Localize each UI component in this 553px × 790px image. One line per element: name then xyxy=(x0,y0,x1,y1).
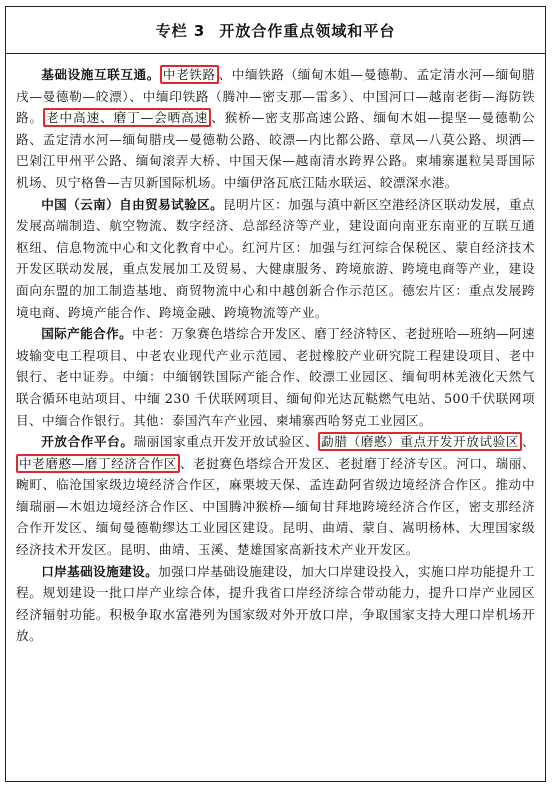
box-header xyxy=(6,7,545,54)
info-box xyxy=(5,6,546,782)
paragraph-lead: 开放合作平台。 xyxy=(41,434,134,450)
paragraph-text: 中老：万象赛色塔综合开发区、磨丁经济特区、老挝班哈—班纳—阿速坡输变电工程项目、中老农业现代产业示范园、老挝橡胶产业研究院工程建设项目、老中银行、老中证券。中缅：中缅钢铁国际产能合作、皎漂工业园区、缅甸明林羌液化天然气联合循环电站项目、中缅 230 千伏联网项目、缅甸仰光达瓦鞑燃气电站、500千伏联网项目、中缅合作银行。其他：泰国汽车产业园、柬埔寨西哈努克工业园区。 xyxy=(16,326,535,428)
paragraph-lead: 中国（云南）自由贸易试验区。 xyxy=(41,196,224,212)
highlighted-term: 中老磨憨—磨丁经济合作区 xyxy=(16,454,180,473)
highlighted-term: 老中高速、磨丁—会晒高速 xyxy=(43,108,211,127)
paragraph-lead: 基础设施互联互通。 xyxy=(41,67,160,82)
paragraph-text: 、猴桥—密支那高速公路、缅甸木姐—提坚—曼德勒公路、孟定清水河—缅甸腊戌—曼德勒公路、皎漂—内比都公路、章凤—八莫公路、坝洒—巴剁江甲州平公路、缅甸滚弄大桥、中国天保—越南清水跨界公路。柬埔寨暹粒吴哥国际机场、贝宁格鲁—吉贝新国际机场。中缅伊洛瓦底江陆水联运、皎漂深水港。 xyxy=(16,110,535,190)
paragraph-text: 、老挝赛色塔综合开发区、老挝磨丁经济专区。河口、瑞丽、畹町、临沧国家级边境经济合作区，麻栗坡天保、孟连勐阿省级边境经济合作区。推动中缅瑞丽—木姐边境经济合作区、中国腾冲猴桥—缅甸甘拜地跨境经济合作区，密支那经济合作开发区、缅甸曼德勒缪达工业园区建设。昆明、曲靖、蒙自、嵩明杨林、大理国家级经济技术开发区。昆明、曲靖、玉溪、楚雄国家高新技术产业开发区。 xyxy=(16,455,535,558)
paragraph-text: 、中缅铁路（缅甸木姐—曼德勒、孟定清水河—缅甸腊戌—曼德勒—皎漂）、中缅印铁路（腾冲—密支那—雷多）、中国河口—越南老街—海防铁路。 xyxy=(16,67,535,126)
paragraph-text: 加强口岸基础设施建设，加大口岸建设投入，实施口岸功能提升工程。规划建设一批口岸产业综合体，提升我省口岸经济综合带动能力，提升口岸产业园区经济辐射功能。积极争取水富港列为国家级对外开放口岸，争取国家支持大理口岸机场开放。 xyxy=(16,563,535,644)
paragraph-lead: 国际产能合作。 xyxy=(41,326,133,342)
highlighted-term: 勐腊（磨憨）重点开发开放试验区 xyxy=(318,432,522,451)
box-number: 专栏 3 xyxy=(155,21,206,40)
paragraph-lead: 口岸基础设施建设。 xyxy=(41,563,159,579)
paragraph xyxy=(16,64,535,194)
paragraph xyxy=(16,194,535,324)
paragraph xyxy=(16,431,535,561)
paragraph xyxy=(16,561,535,647)
highlighted-term: 中老铁路 xyxy=(160,65,219,84)
box-content xyxy=(6,54,545,647)
paragraph xyxy=(16,323,535,431)
paragraph-text: 、 xyxy=(522,434,535,450)
paragraph-text: 瑞丽国家重点开发开放试验区、 xyxy=(133,434,319,450)
paragraph-text: 昆明片区：加强与滇中新区空港经济区联动发展，重点发展高端制造、航空物流、数字经济、总部经济等产业，建设面向南亚东南亚的互联互通枢纽、信息物流中心和文化教育中心。红河片区：加强与红河综合保税区、蒙自经济技术开发区联动发展，重点发展加工及贸易、大健康服务、跨境旅游、跨境电商等产业，建设面向东盟的加工制造基地、商贸物流中心和中越创新合作示范区。德宏片区：重点发展跨境电商、跨境产能合作、跨境金融、跨境物流等产业。 xyxy=(16,196,535,320)
box-title: 开放合作重点领域和平台 xyxy=(219,21,396,40)
